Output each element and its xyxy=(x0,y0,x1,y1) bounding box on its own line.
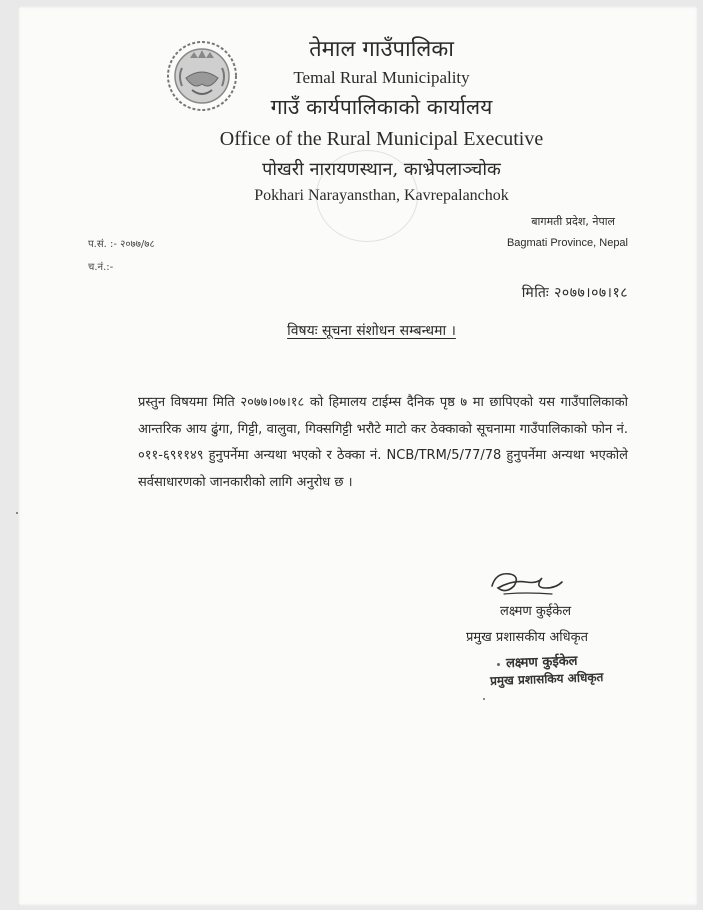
scan-speck xyxy=(497,663,500,666)
office-name-np: गाउँ कार्यपालिकाको कार्यालय xyxy=(270,95,493,119)
office-name-en: Office of the Rural Municipal Executive xyxy=(219,128,544,150)
faint-office-stamp xyxy=(316,150,418,242)
letter-date: मितिः २०७७।०७।१८ xyxy=(521,285,628,301)
letter-subject xyxy=(0,321,703,340)
address-en: Pokhari Narayansthan, Kavrepalanchok xyxy=(254,187,509,204)
letter-reference-number: प.सं. :- २०७७/७८ xyxy=(88,239,155,250)
signatory-name: लक्ष्मण कुईकेल xyxy=(500,604,572,619)
stamp-signatory-name: लक्ष्मण कुईकेल xyxy=(505,653,578,672)
letter-body: प्रस्तुन विषयमा मिति २०७७।०७।१८ को हिमालय टाईम्स दैनिक पृष्ठ ७ मा छापिएको यस गाउँपालिकाको आन्तरिक आय ढुंगा, गिट्टी, वालुवा, गिक्सगिट्टी भरौटे माटो कर ठेक्काको सूचनामा गाउँपालिकाको फोन नं. ०११-६९११४९ हुनुपर्नेमा अन्यथा भएको र ठेक्का नं. NCB/TRM/5/77/78 हुनुपर्नेमा अन्यथा भएकोले सर्वसाधारणको जानकारीको लागि अनुरोध छ । xyxy=(138,395,628,490)
signatory-title: प्रमुख प्रशासकीय अधिकृत xyxy=(466,630,589,645)
stamp-signatory-title: प्रमुख प्रशासकिय अधिकृत xyxy=(489,670,604,688)
dispatch-number: च.नं.:- xyxy=(88,262,114,273)
municipality-name-en: Temal Rural Municipality xyxy=(293,68,470,87)
address-np: पोखरी नारायणस्थान, काभ्रेपलाञ्चोक xyxy=(262,159,501,180)
handwritten-signature xyxy=(486,558,566,604)
scan-speck xyxy=(16,512,18,514)
subject-text: विषयः सूचना संशोधन सम्बन्धमा । xyxy=(287,323,456,339)
province-np: बागमती प्रदेश, नेपाल xyxy=(531,215,615,228)
province-en: Bagmati Province, Nepal xyxy=(506,237,628,249)
scan-speck xyxy=(483,698,485,700)
municipality-name-np: तेमाल गाउँपालिका xyxy=(309,37,454,62)
